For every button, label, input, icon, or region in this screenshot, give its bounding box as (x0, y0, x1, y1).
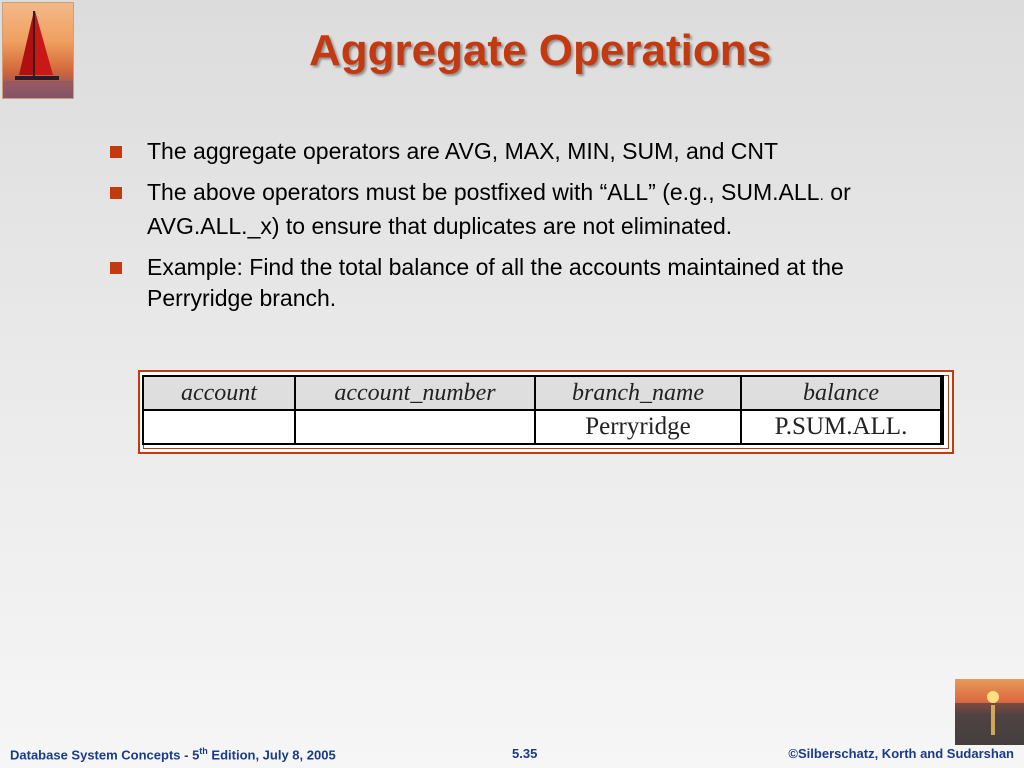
table-header-row (143, 376, 942, 410)
qbe-table (142, 375, 944, 445)
bullet-item: The above operators must be postfixed with “ALL” (e.g., SUM.ALL. or AVG.ALL._x) to ensure that duplicates are not eliminated. (110, 177, 910, 242)
qbe-table-frame (138, 370, 954, 454)
table-row (143, 410, 942, 444)
footer-copyright: ©Silberschatz, Korth and Sudarshan (788, 746, 1014, 761)
square-bullet-icon (110, 146, 122, 158)
column-header-branch-name: branch_name (535, 376, 741, 410)
square-bullet-icon (110, 262, 122, 274)
bullet-list (110, 136, 910, 324)
column-header-account: account (143, 376, 295, 410)
bullet-item: Example: Find the total balance of all the accounts maintained at the Perryridge branch. (110, 252, 910, 314)
bullet-item: The aggregate operators are AVG, MAX, MIN, SUM, and CNT (110, 136, 910, 167)
cell-account (143, 410, 295, 444)
sunset-logo (955, 679, 1024, 745)
column-header-balance: balance (741, 376, 942, 410)
slide-title: Aggregate Operations (308, 26, 772, 75)
cell-balance: P.SUM.ALL. (741, 410, 942, 444)
column-header-account-number: account_number (295, 376, 535, 410)
footer-page-number: 5.35 (512, 746, 538, 761)
cell-account-number (295, 410, 535, 444)
footer-book-title: Database System Concepts - 5th Edition, July 8, 2005 (10, 746, 336, 763)
square-bullet-icon (110, 187, 122, 199)
cell-branch-name: Perryridge (535, 410, 741, 444)
